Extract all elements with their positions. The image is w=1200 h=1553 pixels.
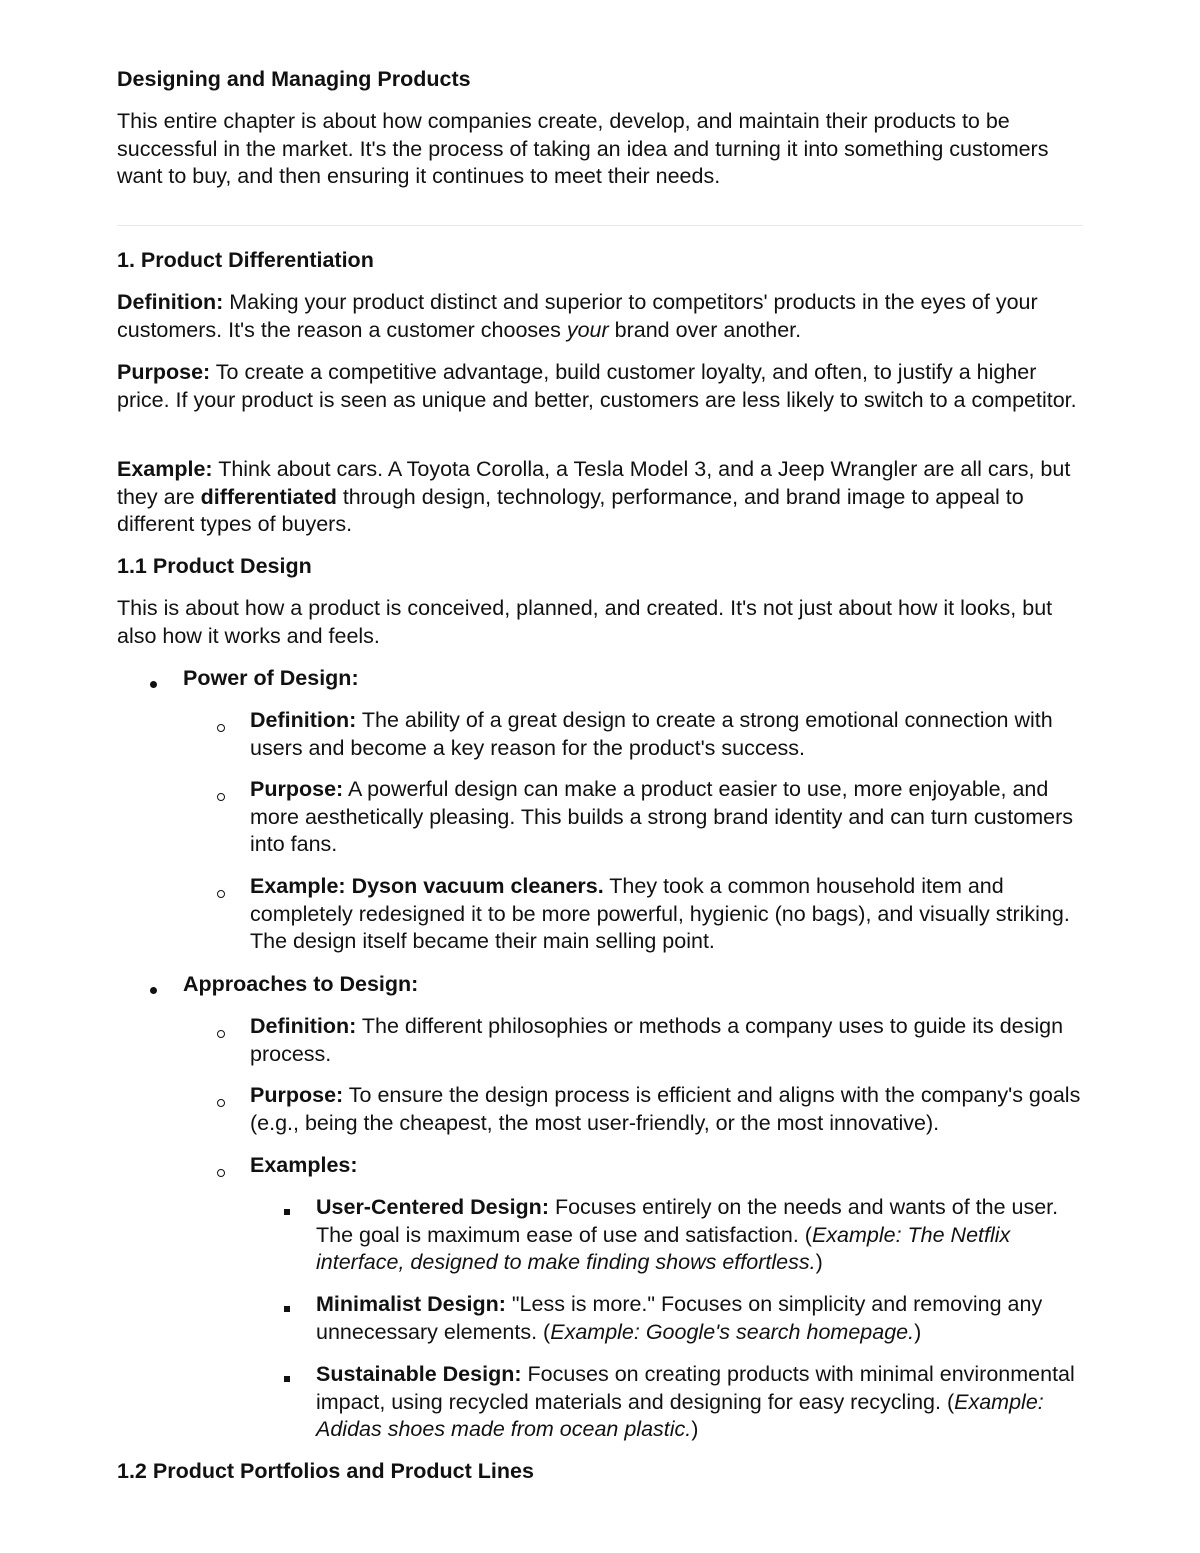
example-label: Example: <box>117 457 213 481</box>
bullet-circle-icon <box>217 1030 225 1038</box>
differentiation-example: Example: Think about cars. A Toyota Corolla, a Tesla Model 3, and a Jeep Wrangler are all cars, but they are differentiated through design, technology, performance, and brand image to appeal to different types of buyers. <box>117 457 1071 536</box>
bullet-square-icon <box>284 1376 290 1382</box>
bullet-disc-icon <box>150 681 157 688</box>
approaches-purpose: Purpose: To ensure the design process is efficient and aligns with the company's goals (e.g., being the cheapest, the most user-friendly, or the most innovative). <box>250 1083 1081 1135</box>
list-item-approaches-to-design: Approaches to Design: <box>183 972 419 996</box>
approaches-definition: Definition: The different philosophies or methods a company uses to guide its design process. <box>250 1014 1064 1066</box>
purpose-label: Purpose: <box>117 360 211 384</box>
bullet-square-icon <box>284 1306 290 1312</box>
bullet-circle-icon <box>217 1099 225 1107</box>
document-title: Designing and Managing Products <box>117 67 471 91</box>
bullet-circle-icon <box>217 1169 225 1177</box>
example-user-centered-design: User-Centered Design: Focuses entirely on the needs and wants of the user. The goal is maximum ease of use and satisfaction. (Example: The Netflix interface, designed to make finding shows effortless.) <box>316 1195 1059 1274</box>
power-definition: Definition: The ability of a great design to create a strong emotional connection with users and become a key reason for the product's success. <box>250 708 1053 760</box>
approaches-examples-label: Examples: <box>250 1153 358 1177</box>
subsection-heading-product-design: 1.1 Product Design <box>117 554 312 578</box>
section-divider <box>117 225 1083 226</box>
example-minimalist-design: Minimalist Design: "Less is more." Focuses on simplicity and removing any unnecessary elements. (Example: Google's search homepage.) <box>316 1292 1043 1344</box>
section-heading-product-differentiation: 1. Product Differentiation <box>117 248 374 272</box>
product-design-intro: This is about how a product is conceived, planned, and created. It's not just about how it looks, but also how it works and feels. <box>117 596 1053 648</box>
differentiation-definition: Definition: Making your product distinct and superior to competitors' products in the eyes of your customers. It's the reason a customer chooses your brand over another. <box>117 290 1038 342</box>
power-purpose: Purpose: A powerful design can make a product easier to use, more enjoyable, and more aesthetically pleasing. This builds a strong brand identity and can turn customers into fans. <box>250 777 1074 856</box>
chapter-intro: This entire chapter is about how companies create, develop, and maintain their products to be successful in the market. It's the process of taking an idea and turning it into something customers want to buy, and then ensuring it continues to meet their needs. <box>117 109 1049 188</box>
list-item-power-of-design: Power of Design: <box>183 666 359 690</box>
differentiation-purpose: Purpose: To create a competitive advantage, build customer loyalty, and often, to justify a higher price. If your product is seen as unique and better, customers are less likely to switch to a competitor. <box>117 360 1077 412</box>
bullet-circle-icon <box>217 793 225 801</box>
bullet-circle-icon <box>217 890 225 898</box>
power-example: Example: Dyson vacuum cleaners. They took a common household item and completely redesigned it to be more powerful, hygienic (no bags), and visually striking. The design itself became their main selling point. <box>250 874 1070 953</box>
example-sustainable-design: Sustainable Design: Focuses on creating products with minimal environmental impact, using recycled materials and designing for easy recycling. (Example: Adidas shoes made from ocean plastic.) <box>316 1362 1075 1441</box>
bullet-disc-icon <box>150 987 157 994</box>
subsection-heading-product-portfolios: 1.2 Product Portfolios and Product Lines <box>117 1459 534 1483</box>
definition-label: Definition: <box>117 290 224 314</box>
bullet-square-icon <box>284 1209 290 1215</box>
bullet-circle-icon <box>217 724 225 732</box>
